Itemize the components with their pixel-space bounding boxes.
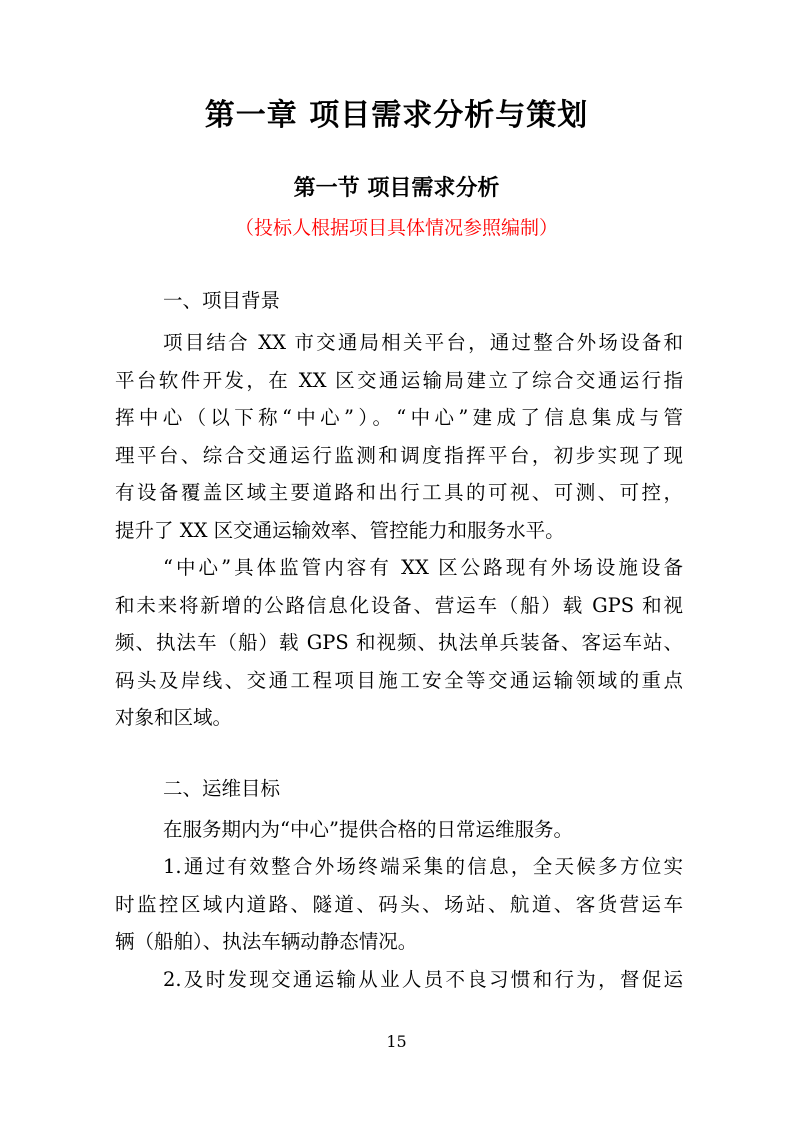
page-number: 15 — [386, 1032, 407, 1051]
text-line: 和未来将新增的公路信息化设备、营运车（船）载 GPS 和视 — [115, 593, 683, 617]
text-line: 项目结合 XX 市交通局相关平台，通过整合外场设备和 — [163, 331, 683, 354]
text-line: 辆（船舶）、执法车辆动静态情况。 — [115, 930, 418, 953]
text-line: 2.及时发现交通运输从业人员不良习惯和行为，督促运 — [163, 968, 683, 991]
text-line: 提升了 XX 区交通运输效率、管控能力和服务水平。 — [115, 518, 565, 542]
text-line: 理平台、综合交通运行监测和调度指挥平台，初步实现了现 — [115, 443, 683, 467]
text-line: 挥中心（以下称“中心”）。“中心”建成了信息集成与管 — [115, 406, 683, 429]
text-line: 码头及岸线、交通工程项目施工安全等交通运输领域的重点 — [115, 668, 683, 692]
paragraph-background-1 — [115, 324, 683, 549]
text-line: 频、执法车（船）载 GPS 和视频、执法单兵装备、客运车站、 — [115, 631, 683, 654]
paragraph-background-2 — [115, 549, 683, 737]
text-line: “中心”具体监管内容有 XX 区公路现有外场设施设备 — [163, 556, 683, 579]
paragraph-goal-item-2 — [115, 961, 683, 999]
chapter-title: 第一章 项目需求分析与策划 — [204, 98, 589, 133]
paragraph-goal-intro — [115, 811, 683, 849]
heading-maintenance-goal: 二、运维目标 — [163, 777, 281, 800]
text-line: 1.通过有效整合外场终端采集的信息，全天候多方位实 — [163, 855, 683, 878]
paragraph-goal-item-1 — [115, 848, 683, 961]
section-title: 第一节 项目需求分析 — [293, 176, 500, 201]
text-line: 平台软件开发，在 XX 区交通运输局建立了综合交通运行指 — [115, 368, 683, 392]
section-note: （投标人根据项目具体情况参照编制） — [234, 217, 558, 239]
text-line: 时监控区域内道路、隧道、码头、场站、航道、客货营运车 — [115, 892, 683, 916]
text-line: 对象和区域。 — [115, 706, 233, 729]
text-line: 在服务期内为“中心”提供合格的日常运维服务。 — [163, 818, 573, 841]
text-line: 有设备覆盖区域主要道路和出行工具的可视、可测、可控， — [115, 481, 683, 504]
heading-project-background: 一、项目背景 — [163, 289, 281, 312]
